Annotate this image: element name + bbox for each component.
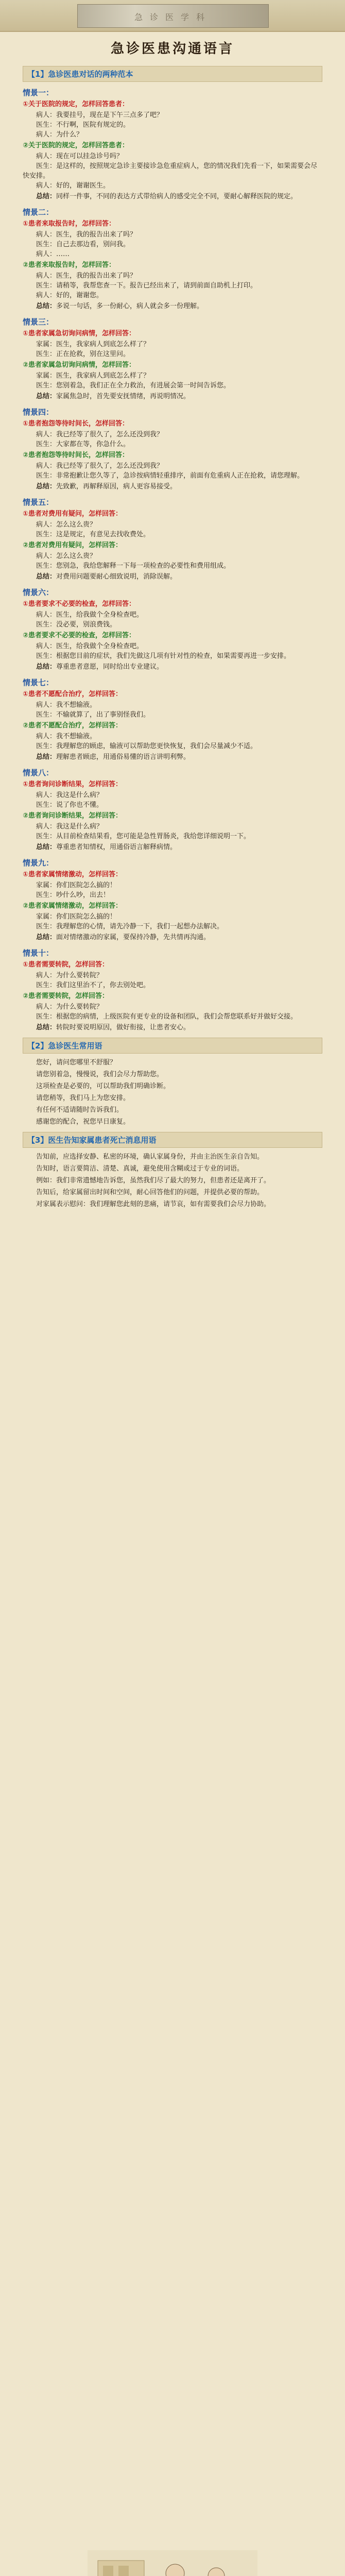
scene-title: 情景五： bbox=[23, 498, 54, 507]
top-banner bbox=[0, 0, 345, 32]
dialogue-line: 病人：为什么要转院？ bbox=[36, 1003, 104, 1011]
dialogue-line: 病人：好的，谢谢医生。 bbox=[36, 182, 110, 190]
dialogue-line: 病人：医生，我的报告出来了吗？ bbox=[36, 231, 137, 239]
summary-label: 总结： bbox=[36, 1024, 57, 1031]
dialogue-line: 医生：是这样的，按照规定急诊主要接诊急危重症病人，您的情况我们先看一下，如果需要会尽快安排。 bbox=[23, 162, 318, 180]
summary-label: 总结： bbox=[36, 193, 57, 200]
dialogue-subheading: ②患者不愿配合治疗，怎样回答： bbox=[23, 722, 123, 730]
paragraph: 告知时，语言要简洁、清楚、真诚，避免使用含糊或过于专业的词语。 bbox=[36, 1165, 244, 1173]
dialogue-line: 医生：自己去那边看，别问我。 bbox=[36, 241, 130, 248]
paragraph: 感谢您的配合，祝您早日康复。 bbox=[36, 1118, 130, 1126]
banner-text: 急诊医学科 bbox=[134, 12, 212, 22]
summary-text: 先致歉，再解释原因，病人更容易接受。 bbox=[56, 483, 177, 490]
summary-text: 尊重患者知情权，用通俗语言解释病情。 bbox=[56, 843, 177, 851]
dialogue-line: 病人：怎么这么贵？ bbox=[36, 552, 97, 560]
section-heading: 【1】急诊医患对话的两种范本 bbox=[23, 66, 322, 82]
dialogue-line: 病人：我要挂号，现在是下午三点多了吧？ bbox=[36, 111, 164, 119]
dialogue-subheading: ①患者家属急切询问病情，怎样回答： bbox=[23, 330, 136, 337]
dialogue-line: 医生：我理解您的顾虑，输液可以帮助您更快恢复，我们会尽量减少不适。 bbox=[36, 742, 257, 750]
dialogue-line: 医生：根据您目前的症状，我们先做这几项有针对性的检查，如果需要再进一步安排。 bbox=[36, 652, 291, 660]
dialogue-subheading: ②患者抱怨等待时间长，怎样回答： bbox=[23, 451, 129, 459]
paragraph: 请您别着急，慢慢说，我们会尽力帮助您。 bbox=[36, 1071, 164, 1078]
paragraph: 对家属表示慰问：我们理解您此刻的悲痛，请节哀，如有需要我们会尽力协助。 bbox=[36, 1200, 271, 1208]
dialogue-line: 医生：您别急，我给您解释一下每一项检查的必要性和费用组成。 bbox=[36, 562, 231, 570]
dialogue-line: 医生：不输就算了，出了事别怪我们。 bbox=[36, 711, 150, 719]
summary-text: 面对情绪激动的家属，要保持冷静，先共情再沟通。 bbox=[56, 934, 211, 941]
scene-title: 情景四： bbox=[23, 408, 54, 417]
dialogue-line: 病人：为什么要转院？ bbox=[36, 972, 104, 979]
summary-label: 总结： bbox=[36, 934, 57, 941]
scene-summary bbox=[23, 933, 322, 942]
dialogue-line: 医生：说了你也不懂。 bbox=[36, 801, 104, 809]
section-heading: 【3】医生告知家属患者死亡消息用语 bbox=[23, 1132, 322, 1148]
summary-label: 总结： bbox=[36, 483, 57, 490]
paragraph: 例如：我们非常遗憾地告诉您，虽然我们尽了最大的努力，但患者还是离开了。 bbox=[36, 1177, 271, 1184]
dialogue-subheading: ①患者抱怨等待时间长，怎样回答： bbox=[23, 420, 129, 428]
dialogue-subheading: ②患者家属情绪激动，怎样回答： bbox=[23, 902, 123, 910]
dialogue-line: 医生：我理解您的心情，请先冷静一下，我们一起想办法解决。 bbox=[36, 923, 224, 930]
scene-title: 情景八： bbox=[23, 768, 54, 777]
scene-summary bbox=[23, 192, 322, 201]
dialogue-line: 医生：您别着急，我们正在全力救治，有进展会第一时间告诉您。 bbox=[36, 382, 231, 389]
dialogue-subheading: ②患者家属急切询问病情，怎样回答： bbox=[23, 361, 136, 369]
scene-summary bbox=[23, 1023, 322, 1032]
dialogue-line: 病人：我已经等了很久了，怎么还没到我？ bbox=[36, 462, 164, 470]
doctors-illustration-icon bbox=[88, 2550, 257, 2576]
summary-label: 总结： bbox=[36, 753, 57, 761]
dialogue-subheading: ②患者要求不必要的检查，怎样回答： bbox=[23, 632, 136, 639]
paragraph: 有任何不适请随时告诉我们。 bbox=[36, 1106, 124, 1114]
dialogue-subheading: ①患者对费用有疑问，怎样回答： bbox=[23, 510, 123, 518]
summary-text: 同样一件事，不同的表达方式带给病人的感受完全不同，要耐心解释医院的规定。 bbox=[56, 193, 298, 200]
scene-summary bbox=[23, 662, 322, 672]
scene-summary bbox=[23, 752, 322, 762]
dialogue-subheading: ②患者询问诊断结果，怎样回答： bbox=[23, 812, 123, 820]
article-body bbox=[23, 61, 322, 1211]
banner-image bbox=[77, 4, 269, 28]
scene-title: 情景九： bbox=[23, 858, 54, 868]
summary-label: 总结： bbox=[36, 573, 57, 581]
dialogue-subheading: ②患者对费用有疑问，怎样回答： bbox=[23, 541, 123, 549]
dialogue-line: 医生：这是规定，有意见去找收费处。 bbox=[36, 531, 150, 538]
summary-label: 总结： bbox=[36, 302, 57, 310]
scene-title: 情景二： bbox=[23, 208, 54, 217]
dialogue-subheading: ②患者来取报告时，怎样回答： bbox=[23, 261, 116, 269]
page-title: 急诊医患沟通语言 bbox=[110, 41, 234, 57]
summary-text: 转院时要说明原因，做好衔接，让患者安心。 bbox=[56, 1024, 191, 1031]
summary-text: 尊重患者意愿，同时给出专业建议。 bbox=[56, 663, 164, 671]
dialogue-line: 家属：医生，我家病人到底怎么样了？ bbox=[36, 372, 150, 380]
dialogue-line: 医生：从目前检查结果看，您可能是急性胃肠炎，我给您详细说明一下。 bbox=[36, 833, 251, 840]
dialogue-line: 病人：医生，给我做个全身检查吧。 bbox=[36, 642, 144, 650]
summary-label: 总结： bbox=[36, 393, 57, 400]
section-heading: 【2】急诊医生常用语 bbox=[23, 1038, 322, 1054]
dialogue-line: 病人：我不想输液。 bbox=[36, 733, 97, 740]
scene-title: 情景一： bbox=[23, 88, 54, 97]
summary-text: 多说一句话，多一份耐心，病人就会多一份理解。 bbox=[56, 302, 204, 310]
dialogue-subheading: ①患者不愿配合治疗，怎样回答： bbox=[23, 690, 123, 698]
scene-title: 情景十： bbox=[23, 948, 54, 958]
scene-title: 情景三： bbox=[23, 317, 54, 327]
paragraph: 请您稍等，我们马上为您安排。 bbox=[36, 1094, 130, 1102]
dialogue-line: 医生：不行啊，医院有规定的。 bbox=[36, 121, 130, 129]
dialogue-line: 病人：好的，谢谢您。 bbox=[36, 292, 104, 299]
scene-title: 情景七： bbox=[23, 678, 54, 687]
dialogue-subheading: ②患者需要转院，怎样回答： bbox=[23, 992, 109, 1000]
dialogue-subheading: ②关于医院的规定，怎样回答患者： bbox=[23, 142, 129, 149]
dialogue-line: 医生：大家都在等，你急什么。 bbox=[36, 440, 130, 448]
scene-summary bbox=[23, 842, 322, 852]
dialogue-line: 医生：正在抢救，别在这里问。 bbox=[36, 350, 130, 358]
dialogue-line: 家属：你们医院怎么搞的！ bbox=[36, 882, 117, 889]
scene-summary bbox=[23, 392, 322, 401]
dialogue-line: 病人：为什么？ bbox=[36, 131, 83, 139]
dialogue-line: 病人：我这是什么病？ bbox=[36, 823, 104, 831]
dialogue-subheading: ①患者需要转院，怎样回答： bbox=[23, 961, 109, 969]
dialogue-subheading: ①关于医院的规定，怎样回答患者： bbox=[23, 100, 129, 108]
dialogue-line: 医生：根据您的病情，上级医院有更专业的设备和团队，我们会帮您联系好并做好交接。 bbox=[36, 1013, 298, 1021]
dialogue-line: 医生：我们这里治不了，你去别处吧。 bbox=[36, 981, 150, 989]
dialogue-line: 病人：怎么这么贵？ bbox=[36, 521, 97, 529]
dialogue-subheading: ①患者询问诊断结果，怎样回答： bbox=[23, 781, 123, 788]
paragraph: 这项检查是必要的，可以帮助我们明确诊断。 bbox=[36, 1082, 170, 1090]
dialogue-line: 医生：没必要，别浪费钱。 bbox=[36, 621, 117, 629]
dialogue-line: 家属：医生，我家病人到底怎么样了？ bbox=[36, 341, 150, 348]
scene-summary bbox=[23, 301, 322, 311]
dialogue-subheading: ①患者来取报告时，怎样回答： bbox=[23, 220, 116, 228]
scene-summary bbox=[23, 572, 322, 582]
summary-text: 对费用问题要耐心细致说明，消除误解。 bbox=[56, 573, 177, 581]
dialogue-line: 病人：我已经等了很久了，怎么还没到我？ bbox=[36, 431, 164, 438]
dialogue-line: 病人：现在可以挂急诊号吗？ bbox=[36, 152, 124, 160]
scene-title: 情景六： bbox=[23, 588, 54, 597]
dialogue-line: 医生：吵什么吵，出去！ bbox=[36, 891, 110, 899]
dialogue-subheading: ①患者家属情绪激动，怎样回答： bbox=[23, 871, 123, 878]
dialogue-line: 病人：…… bbox=[36, 250, 70, 258]
dialogue-line: 病人：我不想输液。 bbox=[36, 701, 97, 709]
paragraph: 告知前，应选择安静、私密的环境，确认家属身份，并由主治医生亲自告知。 bbox=[36, 1153, 264, 1161]
dialogue-line: 病人：医生，给我做个全身检查吧。 bbox=[36, 611, 144, 619]
summary-text: 理解患者顾虑，用通俗易懂的语言讲明利弊。 bbox=[56, 753, 191, 761]
dialogue-line: 医生：非常抱歉让您久等了，急诊按病情轻重排序，前面有危重病人正在抢救，请您理解。 bbox=[36, 472, 304, 480]
dialogue-line: 医生：请稍等，我帮您查一下。报告已经出来了，请到前面自助机上打印。 bbox=[36, 282, 257, 290]
summary-label: 总结： bbox=[36, 663, 57, 671]
dialogue-subheading: ①患者要求不必要的检查，怎样回答： bbox=[23, 600, 136, 608]
bottom-illustration bbox=[88, 2550, 257, 2576]
summary-label: 总结： bbox=[36, 843, 57, 851]
scene-summary bbox=[23, 482, 322, 492]
paragraph: 您好，请问您哪里不舒服？ bbox=[36, 1059, 117, 1066]
dialogue-line: 病人：我这是什么病？ bbox=[36, 791, 104, 799]
paragraph: 告知后，给家属留出时间和空间，耐心回答他们的问题，并提供必要的帮助。 bbox=[36, 1189, 264, 1196]
dialogue-line: 家属：你们医院怎么搞的！ bbox=[36, 913, 117, 921]
dialogue-line: 病人：医生，我的报告出来了吗？ bbox=[36, 272, 137, 280]
summary-text: 家属焦急时，首先要安抚情绪，再说明情况。 bbox=[56, 393, 191, 400]
